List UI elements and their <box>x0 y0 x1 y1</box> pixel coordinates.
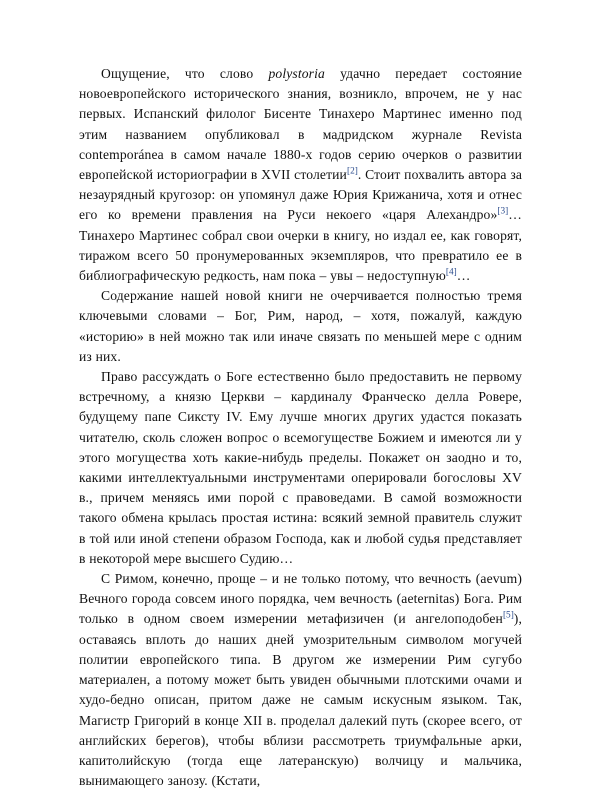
italic-term: polystoria <box>268 66 325 81</box>
text-run: Содержание нашей новой книги не очерчивается полностью тремя ключевыми словами – Бог, Рим, народ, – хотя, пожалуй, каждую «историю» в ней можно так или иначе связать по меньшей мере с одним из них. <box>79 288 522 364</box>
text-run: Ощущение, что слово <box>101 66 269 81</box>
footnote-reference-link[interactable]: [3] <box>497 206 509 217</box>
footnote-reference-link[interactable]: [4] <box>445 267 457 278</box>
text-run: … Тинахеро Мартинес собрал свои очерки в книгу, но издал ее, как говорят, тиражом всего 50 пронумерованных экземпляров, что превратило ее в библиографическую редкость, нам пока – увы – недоступную <box>79 207 522 284</box>
paragraph <box>79 569 522 791</box>
footnote-reference-link[interactable]: [5] <box>502 610 514 621</box>
text-run: С Римом, конечно, проще – и не только потому, что вечность (aevum) Вечного города совсем иного порядка, чем вечность (aeternitas) Бога. Рим только в одном своем измерении метафизичен (и ангелоподобен <box>79 571 522 627</box>
paragraph <box>79 286 522 367</box>
text-run: … <box>456 268 471 284</box>
text-run: ), оставаясь вплоть до наших дней умозрительным символом могучей политии европейского типа. В другом же измерении Рим сугубо материален, а потому может быть увиден обычными плотскими очами и худо-бедно описан, притом даже не самым искусным языком. Так, Магистр Григорий в конце XII в. проделал далекий путь (скорее всего, от английских берегов), чтобы вблизи рассмотреть триумфальные арки, капитолийскую (тогда еще латеранскую) волчицу и мальчика, вынимающего занозу. (Кстати, <box>79 611 522 789</box>
text-run: Право рассуждать о Боге естественно было предоставить не первому встречному, а князю Церкви – кардиналу Франческо делла Ровере, будущему папе Сиксту IV. Ему лучше многих других удастся показать читателю, сколь сложен вопрос о всемогуществе Божием и имеются ли у этого могущества хоть какие-нибудь пределы. Покажет он заодно и то, какими интеллектуальными инструментами оперировали богословы XV в., причем меняясь ими порой с правоведами. В самой возможности такого обмена крылась простая истина: всякий земной правитель служит в той или иной степени образом Господа, как и любой судья представляет в некоторой мере высшего Судию… <box>79 369 522 566</box>
paragraph <box>79 367 522 569</box>
text-run: . Стоит похвалить автора за незаурядный кругозор: он упомянул даже Юрия Крижанича, хотя и отнес его ко времени правления на Руси некоего «царя Алехандро» <box>79 167 522 223</box>
paragraph <box>79 64 522 286</box>
text-column <box>79 64 522 791</box>
text-run: удачно передает состояние новоевропейского исторического знания, возникло, впрочем, не у нас первых. Испанский филолог Бисенте Тинахеро Мартинес именно под этим названием опубликовал в мадридском журнале Revista contemporánea в самом начале 1880-х годов серию очерков о развитии европейской историографии в XVII столетии <box>79 66 522 183</box>
footnote-reference-link[interactable]: [2] <box>346 166 358 177</box>
